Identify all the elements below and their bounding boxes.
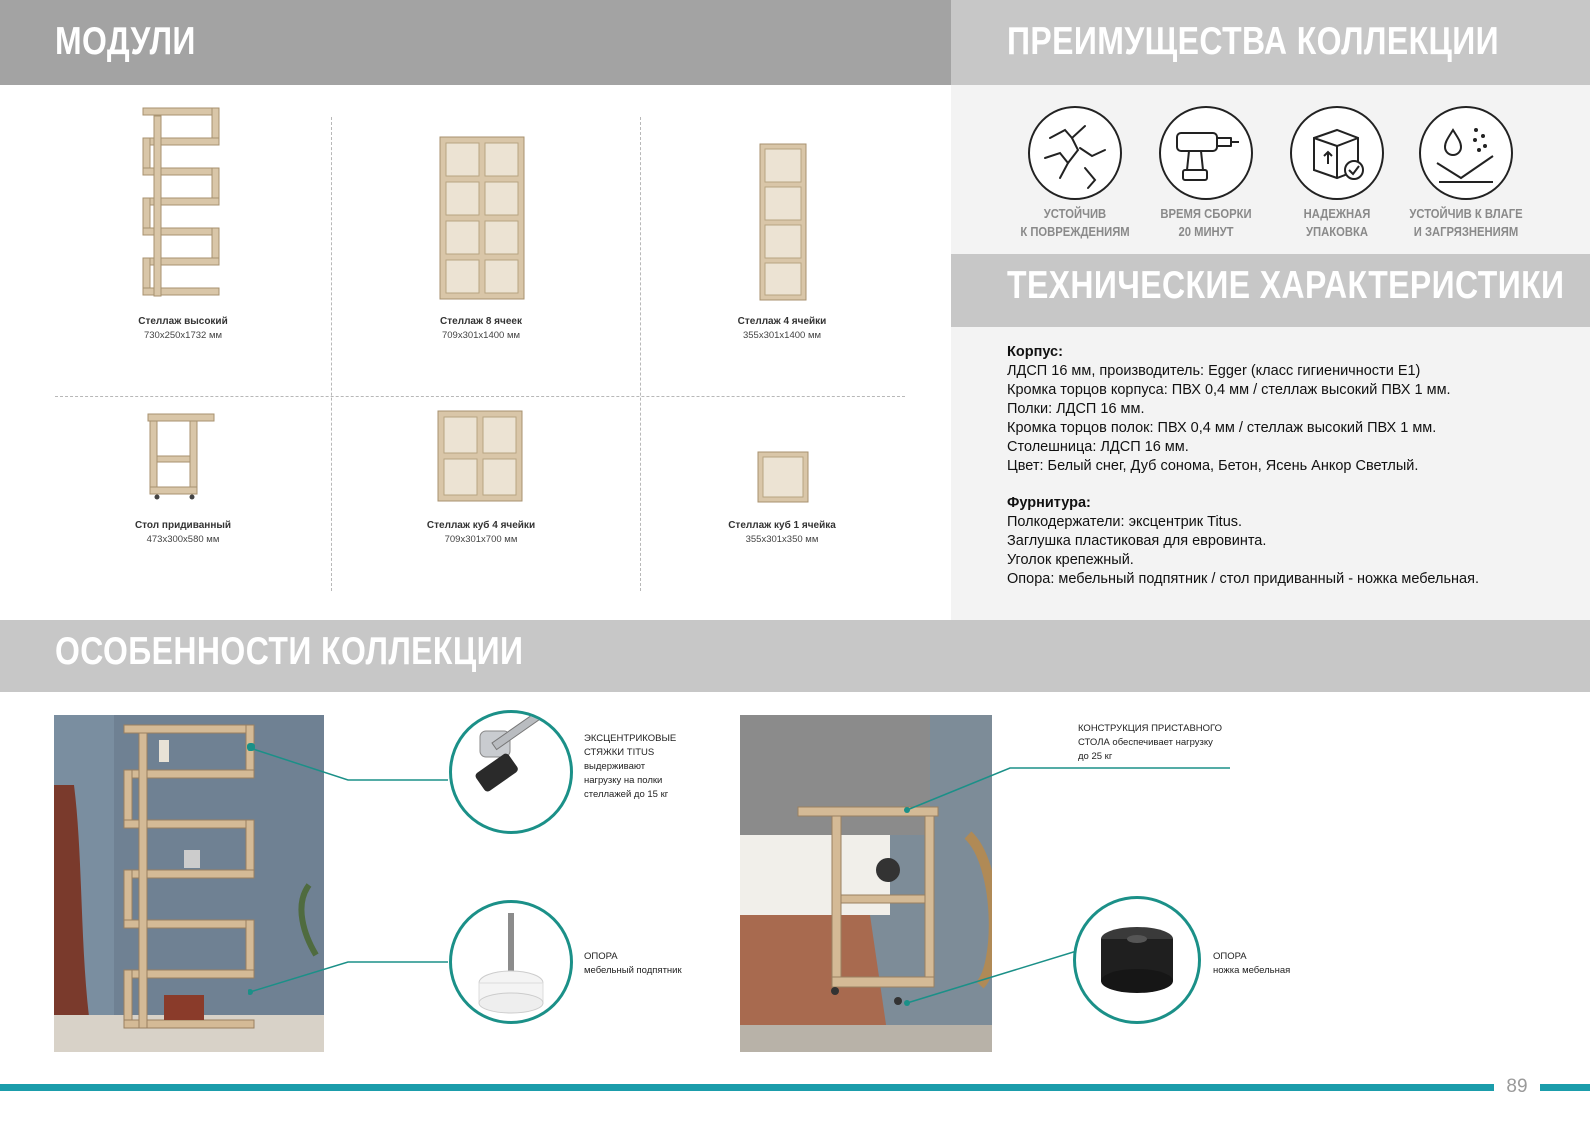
callout-glide: ОПОРА мебельный подпятник — [584, 951, 682, 976]
specs-title: ТЕХНИЧЕСКИЕ ХАРАКТЕРИСТИКИ — [1007, 264, 1565, 307]
module-image-tall-shelf — [138, 106, 226, 300]
advantage-label: УСТОЙЧИВ К ВЛАГЕ И ЗАГРЯЗНЕНИЯМ — [1409, 207, 1523, 239]
drill-icon — [1159, 106, 1253, 200]
spec-line: ЛДСП 16 мм, производитель: Egger (класс гигиеничности Е1) — [1007, 363, 1421, 379]
module-size: 355x301x1400 мм — [742, 330, 822, 341]
furniture-leg-image — [1073, 896, 1201, 1024]
module-image-side-table — [146, 412, 216, 500]
features-title: ОСОБЕННОСТИ КОЛЛЕКЦИИ — [55, 630, 524, 673]
spec-line: Полки: ЛДСП 16 мм. — [1007, 401, 1145, 417]
spec-line: Полкодержатели: эксцентрик Titus. — [1007, 514, 1243, 530]
footer-bar — [1540, 1084, 1590, 1091]
modules-title: МОДУЛИ — [55, 20, 196, 63]
module-image-cube-1 — [757, 451, 809, 503]
advantage-label: УСТОЙЧИВ К ПОВРЕЖДЕНИЯМ — [1020, 207, 1130, 239]
module-name: Стеллаж куб 4 ячейки — [426, 520, 536, 531]
module-image-cube-4 — [437, 410, 523, 502]
module-name: Стеллаж куб 1 ячейка — [728, 520, 836, 531]
spec-line: Уголок крепежный. — [1007, 552, 1134, 568]
advantage-label: ВРЕМЯ СБОРКИ 20 МИНУТ — [1160, 207, 1252, 239]
spec-line: Столешница: ЛДСП 16 мм. — [1007, 439, 1189, 455]
water-resistant-icon — [1419, 106, 1513, 200]
module-name: Стеллаж 8 ячеек — [440, 316, 522, 327]
spec-heading: Корпус: — [1007, 344, 1063, 360]
eccentric-coupling-image — [449, 710, 573, 834]
grid-divider — [331, 117, 332, 591]
spec-line: Кромка торцов полок: ПВХ 0,4 мм / стеллаж высокий ПВХ 1 мм. — [1007, 420, 1437, 436]
advantage-label: НАДЕЖНАЯ УПАКОВКА — [1303, 207, 1371, 239]
module-size: 473x300x580 мм — [146, 534, 220, 545]
module-size: 730x250x1732 мм — [143, 330, 223, 341]
callout-leg: ОПОРА ножка мебельная — [1213, 951, 1291, 976]
furniture-glide-image — [449, 900, 573, 1024]
module-name: Стеллаж высокий — [138, 316, 228, 327]
module-name: Стеллаж 4 ячейки — [737, 316, 827, 327]
package-icon — [1290, 106, 1384, 200]
module-size: 355x301x350 мм — [745, 534, 819, 545]
spec-heading: Фурнитура: — [1007, 495, 1091, 511]
grid-divider — [55, 396, 905, 397]
spec-line: Кромка торцов корпуса: ПВХ 0,4 мм / стеллаж высокий ПВХ 1 мм. — [1007, 382, 1451, 398]
grid-divider — [640, 117, 641, 591]
callout-connector — [248, 740, 458, 1000]
callout-eccentric: ЭКСЦЕНТРИКОВЫЕ СТЯЖКИ TITUS выдерживают нагрузку на полки стеллажей до 15 кг — [584, 733, 677, 800]
page-number: 89 — [1506, 1076, 1528, 1097]
crack-resistant-icon — [1028, 106, 1122, 200]
footer-bar — [0, 1084, 1494, 1091]
module-name: Стол придиванный — [134, 520, 232, 531]
module-size: 709x301x1400 мм — [441, 330, 521, 341]
module-image-4-cells — [759, 143, 807, 301]
spec-line: Заглушка пластиковая для евровинта. — [1007, 533, 1267, 549]
tech-specs — [1007, 343, 1567, 589]
spec-line: Опора: мебельный подпятник / стол придиванный - ножка мебельная. — [1007, 571, 1479, 587]
advantages-title: ПРЕИМУЩЕСТВА КОЛЛЕКЦИИ — [1007, 20, 1500, 63]
module-size: 709x301x700 мм — [444, 534, 518, 545]
module-image-8-cells — [439, 136, 525, 300]
spec-line: Цвет: Белый снег, Дуб сонома, Бетон, Ясень Анкор Светлый. — [1007, 458, 1419, 474]
callout-table: КОНСТРУКЦИЯ ПРИСТАВНОГО СТОЛА обеспечивает нагрузку до 25 кг — [1078, 723, 1223, 762]
